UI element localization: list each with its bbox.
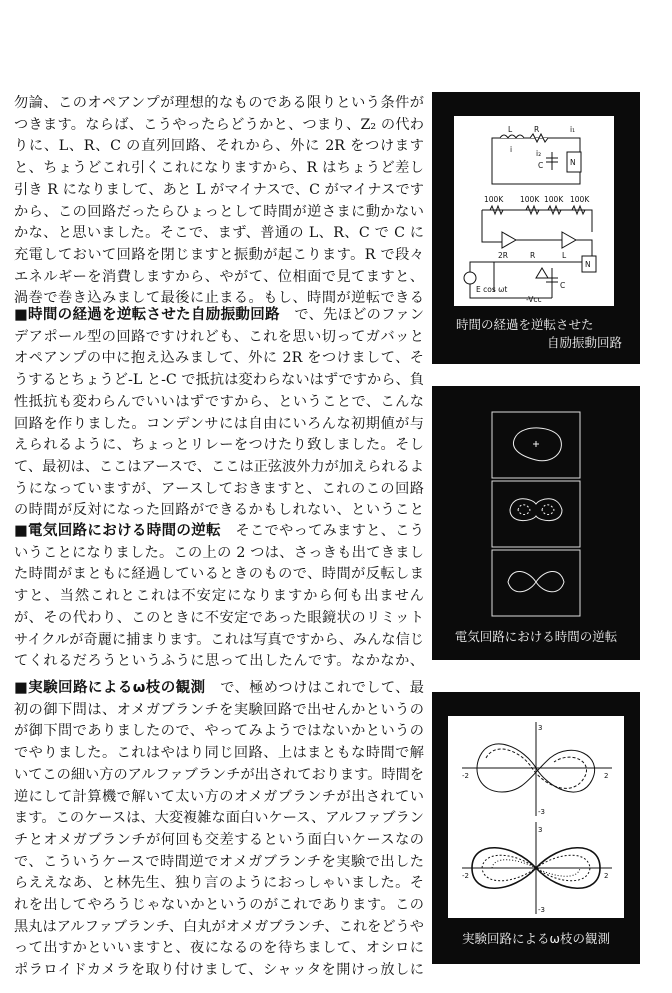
label-i1: i₁ xyxy=(570,125,576,134)
figure-circuit-panel xyxy=(432,92,640,364)
axis-a-top: 3 xyxy=(538,724,543,732)
label-vcc: -Vcc xyxy=(526,295,542,304)
figure-time-reversal-panel xyxy=(432,386,640,660)
label-L: L xyxy=(508,125,513,134)
section2-heading: ■電気回路における時間の逆転 xyxy=(14,523,221,539)
axis-b-bottom: -3 xyxy=(538,906,545,914)
label-100k-b: 100K xyxy=(520,195,540,204)
label-N2: N xyxy=(585,260,591,269)
intro-paragraph-column xyxy=(14,93,424,309)
label-100k-a: 100K xyxy=(484,195,504,204)
section3-body: で、極めつけはこれでして、最初の御下問は、オメガブランチを実験回路で出せんかというのが御下問でありましたので、やってみようではないかというのでやりました。これはやはり同じ回路、上はまともな時間で解いてこの細い方のアルファブランチが出されております。時間を逆にして計算機で解いて太い方のオメガブランチが出されています。このケースは、大変複雑な面白いケース、アルファブランチとオメガブランチが何回も交差するという面白いケースなので、こういうケースで時間逆でオメガブランチを実験で出したらええなあ、と林先生、独り言のようにおっしゃいました。それを出してやろうじゃないかというのがこれであります。この黒丸はアルファブランチ、白丸がオメガブランチ、これをどうやって出すかといいますと、夜になるのを待ちまして、オシロにポラロイドカメラを取り付けまして、シャッタを開けっ放しに xyxy=(14,680,424,979)
label-R2: R xyxy=(530,251,536,260)
figure1-caption xyxy=(432,316,640,352)
figure2-caption: 電気回路における時間の逆転 xyxy=(454,629,618,644)
axis-a-left: -2 xyxy=(462,772,469,780)
label-N: N xyxy=(570,158,576,167)
section2-body: そこでやってみますと、こういうことになりました。この上の 2 つは、さっきも出てきました時間がまともに経過しているときのもので、時間が反転しますと、当然これとこれは不安定になりますから何も出ませんが、その代わり、このときに不安定であった眼鏡状のリミットサイクルが奇麗に捕まります。これは写真ですから、みんな信じてくれるだろうというふうに思って出したんです。なかなか、 xyxy=(14,523,424,670)
axis-a-right: 2 xyxy=(604,772,609,780)
intro-continuation: 勿論、このオペアンプが理想的なものである限りという条件がつきます。ならば、こうやったらどうかと、つまり、Z₂ の代わりに、L、R、C の直列回路、それから、外に 2R をつけますと、ちょうどこれ引くこれになりますから、R はちょうど差し引き R になりまして、あと L がマイナスで、C がマイナスですから、この回路だったらひょっとして時間が逆さまに動かないかな、と思いました。そこで、まず、普通の L、R、C で C に充電しておいて回路を閉じますと振動が起こります。R で段々エネルギーを消費しますから、やがて、位相面で見てますと、渦巻で巻き込みまして最後に止まる。もし、時間が逆転できる xyxy=(14,95,424,307)
label-100k-c: 100K xyxy=(544,195,564,204)
label-source: E cos ωt xyxy=(476,285,508,294)
omega-branch-plots xyxy=(432,692,640,964)
section3-paragraph xyxy=(14,678,424,983)
figure1-caption-line1: 時間の経過を逆転させた xyxy=(456,317,594,332)
label-2R: 2R xyxy=(498,251,508,260)
axis-b-top: 3 xyxy=(538,826,543,834)
label-i: i xyxy=(510,145,513,154)
oscilloscope-traces xyxy=(432,386,640,660)
label-i2: i₂ xyxy=(536,149,542,158)
axis-b-left: -2 xyxy=(462,872,469,880)
figure-omega-branch-panel xyxy=(432,692,640,964)
section1-heading: ■時間の経過を逆転させた自励振動回路 xyxy=(14,307,280,323)
label-L2: L xyxy=(562,251,567,260)
figure3-caption: 実験回路によるω枝の観測 xyxy=(462,931,610,946)
section1-paragraph xyxy=(14,305,424,521)
section1-body: で、先ほどのファンデアポール型の回路ですけれども、これを思い切ってガバッとオペアンプの中に抱え込みまして、外に 2R をつけまして、そうするとちょうど-L と-C で抵抗は変わらないはずですから、負性抵抗も変わらんでいいはずですから、ということで、こんな回路を作りました。コンデンサには自由にいろんな初期値が与えられるように、ちょっとリレーをつけたり致しました。そして、最初は、ここはアースで、ここは正弦波外力が加えられるようになっていますが、アースしておきますと、これのこの回路の時間が反対になった回路ができるかもしれない、ということ xyxy=(14,307,424,519)
figure1-caption-line2: 自励振動回路 xyxy=(546,335,622,350)
axis-a-bottom: -3 xyxy=(538,808,545,816)
label-C: C xyxy=(538,161,544,170)
label-R: R xyxy=(534,125,540,134)
label-100k-d: 100K xyxy=(570,195,590,204)
label-C2: C xyxy=(560,281,566,290)
section2-paragraph xyxy=(14,521,424,673)
axis-b-right: 2 xyxy=(604,872,609,880)
section3-heading: ■実験回路によるω枝の観測 xyxy=(14,680,206,696)
